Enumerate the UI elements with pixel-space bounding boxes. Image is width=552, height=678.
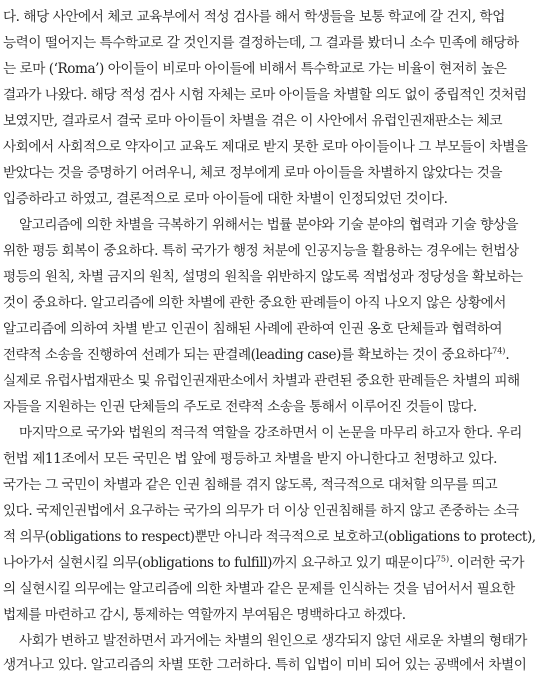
text-line: 자들을 지원하는 인권 단체들의 주도로 전략적 소송을 통해서 이루어진 것들이 많다. [3, 399, 477, 415]
text-line: 있다. 국제인권법에서 요구하는 국가의 의무가 더 이상 인권침해를 하지 않고 존중하는 소극 [3, 503, 519, 519]
text-line: 위한 평등 회복이 중요하다. 특히 국가가 행정 처분에 인공지능을 활용하는 경우에는 헌법상 [3, 243, 519, 259]
text-line: 알고리즘에 의한 차별을 극복하기 위해서는 법률 분야와 기술 분야의 협력과 기술 향상을 [19, 217, 519, 233]
text-line: 평등의 원칙, 차별 금지의 원칙, 설명의 원칙을 위반하지 않도록 적법성과 정당성을 확보하는 [3, 269, 523, 285]
text-line: 전략적 소송을 진행하여 선례가 되는 판결례(leading case)를 확보하는 것이 중요하다$^{74)}$. [3, 346, 510, 363]
text-line: 보였지만, 결과로서 결국 로마 아이들이 차별을 겪은 이 사안에서 유럽인권재판소는 체코 [3, 113, 503, 129]
text-line: 헌법 제11조에서 모든 국민은 법 앞에 평등하고 차별을 받지 아니한다고 천명하고 있다. [3, 451, 498, 467]
text-line: 생겨나고 있다. 알고리즘의 차별 또한 그러하다. 특히 입법이 미비 되어 있는 공백에서 차별이 [3, 657, 527, 673]
text-line: 입증하라고 하였고, 결론적으로 로마 아이들에 대한 차별이 인정되었던 것이다. [3, 191, 448, 207]
text-line: 결과가 나왔다. 해당 적성 검사 시험 자체는 로마 아이들을 차별할 의도 없이 중립적인 것처럼 [3, 87, 527, 103]
text-line: 받았다는 것을 증명하기 어려우니, 체코 정부에게 로마 아이들을 차별하지 않았다는 것을 [3, 165, 503, 181]
text-line: 실제로 유럽사법재판소 및 유럽인권재판소에서 차별과 관련된 중요한 판례들은 차별의 피해 [3, 373, 520, 389]
text-span: 나아가서 실현시킬 의무(obligations to fulfill)까지 요구하고 있기 때문이다 [3, 555, 436, 571]
text-line: 사회에서 사회적으로 약자이고 교육도 제대로 받지 못한 로마 아이들이나 그 부모들이 차별을 [3, 139, 528, 155]
text-line: 는 로마 (‘Roma’) 아이들이 비로마 아이들에 비해서 특수학교로 가는 비율이 현저히 높은 [3, 61, 507, 77]
footnote-ref[interactable]: 75) [435, 554, 450, 564]
text-line: 마지막으로 국가와 법원의 적극적 역할을 강조하면서 이 논문을 마무리 하고자 한다. 우리 [19, 425, 522, 441]
text-line [3, 550, 524, 576]
text-line: 사회가 변하고 발전하면서 과거에는 차별의 원인으로 생각되지 않던 새로운 차별의 형태가 [19, 633, 527, 649]
text-span: 전략적 소송을 진행하여 선례가 되는 판결례(leading case)를 확보하는 것이 중요하다 [3, 347, 493, 363]
text-line: 다. 해당 사안에서 체코 교육부에서 적성 검사를 해서 학생들을 보통 학교에 갈 건지, 학업 [3, 9, 505, 25]
text-line: 적 의무(obligations to respect)뿐만 아니라 적극적으로 보호하고(obligations to protect), [3, 529, 536, 545]
text-line: 국가는 그 국민이 차별과 같은 인권 침해를 겪지 않도록, 적극적으로 대처할 의무를 띄고 [3, 477, 498, 493]
text-line: 법제를 마련하고 감시, 통제하는 역할까지 부여됨은 명백하다고 하겠다. [3, 607, 406, 623]
text-line: 의 실현시킬 의무에는 알고리즘에 의한 차별과 같은 문제를 인식하는 것을 넘어서서 필요한 [3, 581, 515, 597]
text-line: 것이 중요하다. 알고리즘에 의한 차별에 관한 중요한 판례들이 아직 나오지 않은 상황에서 [3, 295, 506, 311]
text-span: . 이러한 국가 [449, 555, 525, 571]
text-line: 알고리즘에 의하여 차별 받고 인권이 침해된 사례에 관하여 인권 옹호 단체들과 협력하여 [3, 321, 503, 337]
footnote-ref[interactable]: 74) [492, 346, 506, 356]
text-line: 능력이 떨어지는 특수학교로 갈 것인지를 결정하는데, 그 결과를 봤더니 소수 민족에 해당하 [3, 35, 519, 51]
